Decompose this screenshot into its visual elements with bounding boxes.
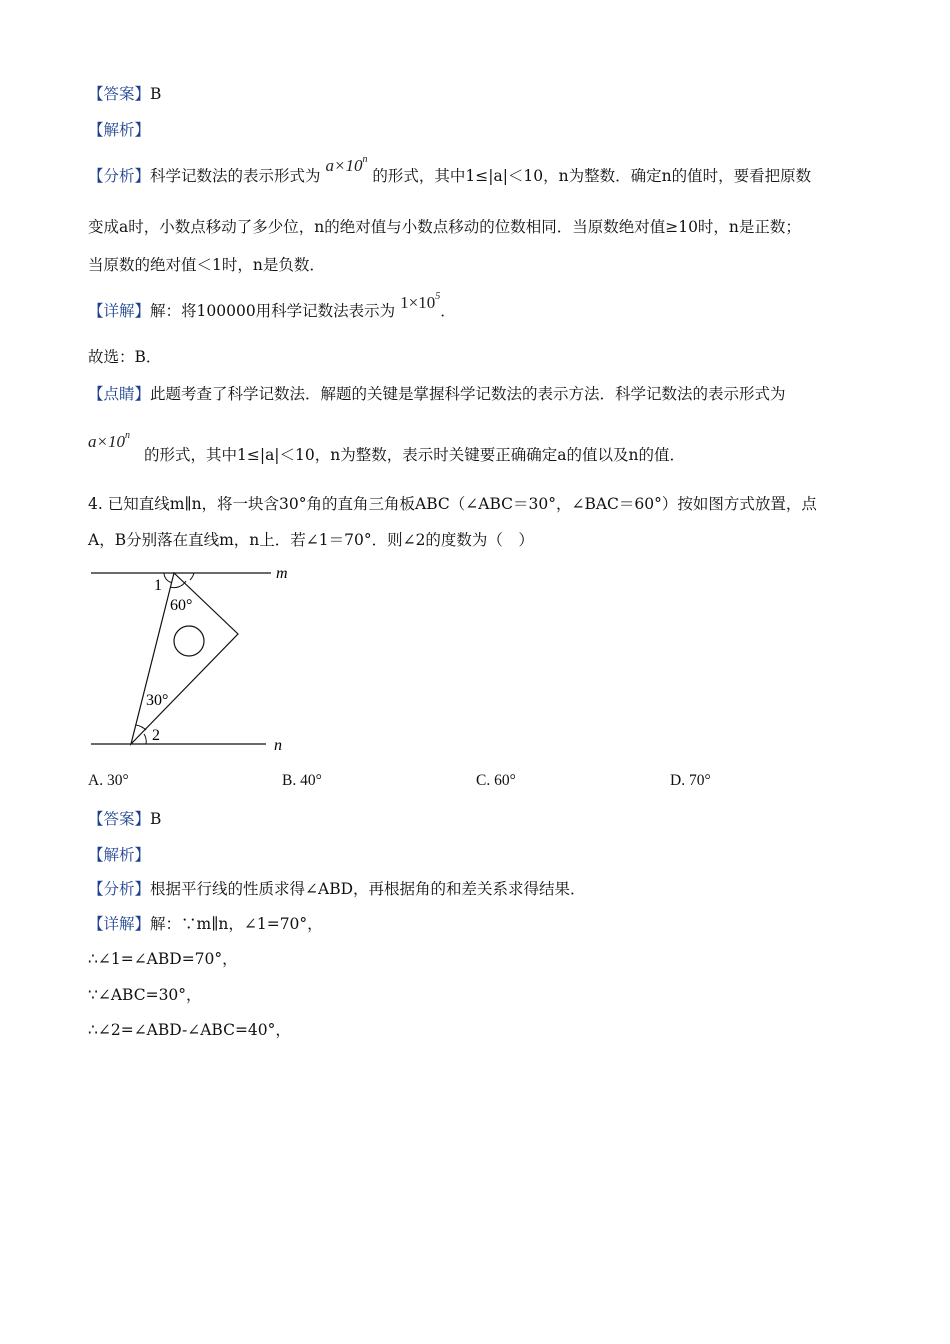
triangle-hole [174, 626, 204, 656]
angle-right-arc [190, 573, 194, 580]
fenxi-line-1 [88, 154, 812, 186]
q4-answer-line [88, 807, 161, 829]
formula-a-times-10n: $a\times 10^n$ [325, 154, 368, 175]
label-angle-1: 1 [154, 577, 162, 594]
question-4-stem-line-2: A，B分别落在直线m，n上．若∠1＝70°．则∠2的度数为（ ） [88, 531, 534, 549]
q4-fenxi-tag: 【分析】 [88, 880, 151, 898]
comment-tag: 【点睛】 [88, 385, 151, 403]
comment-formula [88, 430, 130, 452]
geometry-figure [86, 560, 306, 756]
label-60: 60° [170, 597, 193, 614]
answer-tag: 【答案】 [88, 85, 151, 103]
answer-value: B [150, 85, 162, 103]
comment-text: 此题考查了科学记数法．解题的关键是掌握科学记数法的表示方法．科学记数法的表示形式为 [150, 385, 786, 403]
fenxi-text-b: 的形式，其中1≤|a|＜10，n为整数．确定n的值时，要看把原数 [372, 167, 812, 185]
q4-detail-line [88, 912, 323, 934]
detail-tag: 【详解】 [88, 302, 151, 320]
comment-line-2: 的形式，其中1≤|a|＜10，n为整数，表示时关键要正确确定a的值以及n的值． [144, 446, 685, 464]
q4-step-3: ∴∠2=∠ABD-∠ABC=40°， [88, 1021, 291, 1039]
fenxi-line-2: 变成a时，小数点移动了多少位，n的绝对值与小数点移动的位数相同．当原数绝对值≥10时，n是正数； [88, 218, 801, 236]
angle-2-arc [144, 734, 146, 744]
q4-detail-text: 解：∵m∥n，∠1=70°， [150, 915, 323, 933]
comment-line-1 [88, 382, 786, 404]
option-a: A. 30° [88, 772, 129, 789]
option-c: C. 60° [476, 772, 516, 789]
fenxi-line-3: 当原数的绝对值＜1时，n是负数． [88, 256, 325, 274]
label-angle-2: 2 [152, 727, 160, 744]
option-d: D. 70° [670, 772, 711, 789]
analysis-tag: 【解析】 [88, 121, 151, 139]
fenxi-tag: 【分析】 [88, 167, 151, 185]
option-b: B. 40° [282, 772, 322, 789]
q4-fenxi-text: 根据平行线的性质求得∠ABD，再根据角的和差关系求得结果． [150, 880, 586, 898]
q4-step-1: ∴∠1=∠ABD=70°， [88, 950, 238, 968]
question-4-stem-line-1: 4. 已知直线m∥n，将一块含30°角的直角三角板ABC（∠ABC＝30°，∠BAC＝60°）按如图方式放置，点 [88, 495, 817, 513]
formula-a-times-10n-2: $a\times 10^n$ [88, 430, 130, 451]
formula-1-times-10-5: $1\times 10^5$ [400, 291, 441, 312]
q4-analysis-heading [88, 843, 150, 865]
label-m: m [276, 565, 288, 582]
q4-answer-value: B [150, 810, 162, 828]
q4-step-2: ∵∠ABC=30°， [88, 986, 202, 1004]
q4-answer-tag: 【答案】 [88, 810, 151, 828]
label-n: n [274, 737, 282, 754]
angle-30-arc [136, 725, 146, 730]
analysis-heading [88, 118, 150, 140]
q4-fenxi-line [88, 877, 586, 899]
q4-analysis-tag: 【解析】 [88, 846, 151, 864]
answer-line [88, 82, 161, 104]
detail-line: 【详解】解：将100000用科学记数法表示为 $1\times 10^5$． [88, 291, 456, 320]
detail-text: 解：将100000用科学记数法表示为 [150, 302, 396, 320]
choice-line: 故选：B． [88, 348, 162, 366]
fenxi-text-a: 科学记数法的表示形式为 [150, 167, 321, 185]
q4-detail-tag: 【详解】 [88, 915, 151, 933]
angle-1-arc [164, 573, 172, 583]
label-30: 30° [146, 692, 169, 709]
